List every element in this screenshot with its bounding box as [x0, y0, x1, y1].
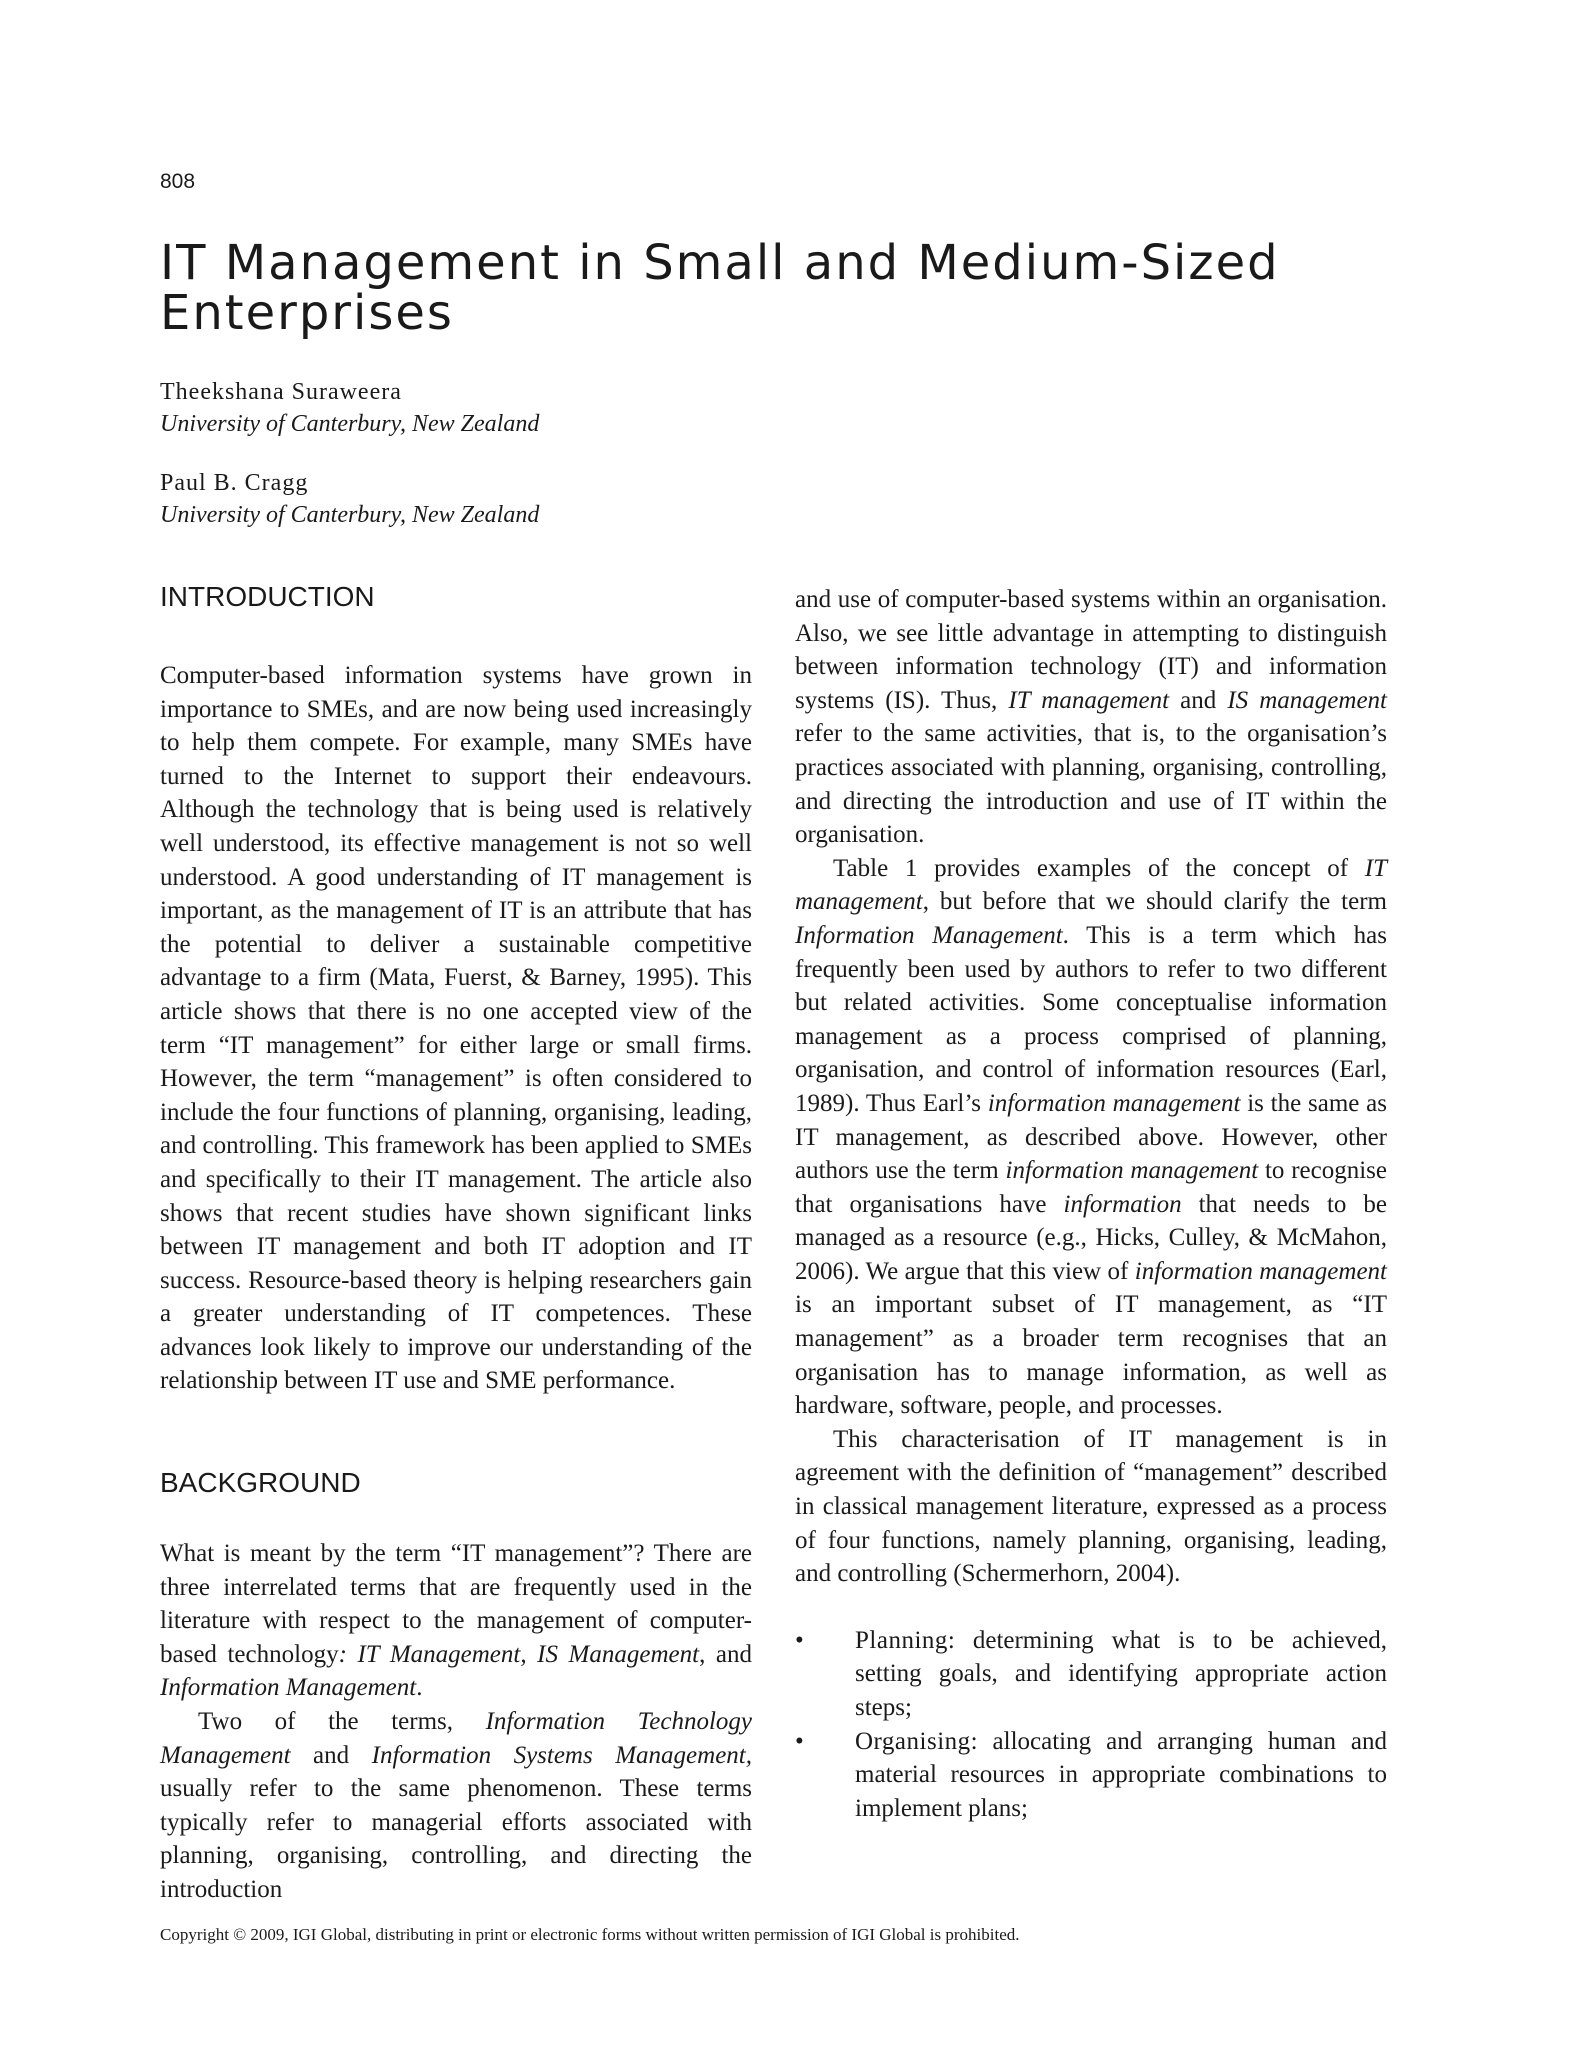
author-block: [160, 467, 539, 531]
introduction-paragraph: Computer-based information systems have grown in importance to SMEs, and are now being used increasingly to help them compete. For example, many SMEs have turned to the Internet to support their endeavours. Although the technology that is being used is relatively well understood, its effective management is not so well understood. A good understanding of IT management is important, as the management of IT is an attribute that has the potential to deliver a sustainable competitive advantage to a firm (Mata, Fuerst, & Barney, 1995). This article shows that there is no one accepted view of the term “IT management” for either large or small firms. However, the term “management” is often considered to include the four functions of planning, organising, leading, and controlling. This framework has been applied to SMEs and specifically to their IT management. The article also shows that recent studies have shown significant links between IT management and both IT adoption and IT success. Resource-based theory is helping researchers gain a greater understanding of IT competences. These advances look likely to improve our understanding of the relationship between IT use and SME performance.: [160, 662, 752, 1395]
introduction-heading: INTRODUCTION: [160, 581, 375, 612]
page-number: 808: [160, 170, 196, 193]
bullet-icon: •: [795, 1727, 804, 1755]
background-paragraph-1: What is meant by the term “IT management”? There are three interrelated terms that are frequently used in the literature with respect to the management of computer-based technology: IT Management, IS Management, and Information Management.: [160, 1540, 752, 1702]
body-paragraph-1: and use of computer-based systems within an organisation. Also, we see little advantage in attempting to distinguish between information technology (IT) and information systems (IS). Thus, IT management and IS management refer to the same activities, that is, to the organisation’s practices associated with planning, organising, controlling, and directing the introduction and use of IT within the organisation.: [795, 586, 1387, 849]
author-name: Theekshana Suraweera: [160, 379, 402, 405]
bullet-icon: •: [795, 1626, 804, 1654]
copyright-footer: Copyright © 2009, IGI Global, distributing in print or electronic forms without written permission of IGI Global is prohibited.: [160, 1925, 1020, 1944]
author-affiliation: University of Canterbury, New Zealand: [160, 502, 540, 528]
author-block: [160, 376, 539, 440]
author-name: Paul B. Cragg: [160, 470, 309, 496]
left-column: [160, 580, 752, 1907]
background-paragraph-2: Two of the terms, Information Technology Management and Information Systems Management, usually refer to the same phenomenon. These terms typically refer to managerial efforts associated with planning, organising, controlling, and directing the introduction: [160, 1708, 752, 1903]
body-paragraph-2: Table 1 provides examples of the concept of IT management, but before that we should clarify the term Information Management. This is a term which has frequently been used by authors to refer to two different but related activities. Some conceptualise information management as a process comprised of planning, organisation, and control of information resources (Earl, 1989). Thus Earl’s information management is the same as IT management, as described above. However, other authors use the term information management to recognise that organisations have information that needs to be managed as a resource (e.g., Hicks, Culley, & McMahon, 2006). We argue that this view of information management is an important subset of IT management, as “IT management” as a broader term recognises that an organisation has to manage information, as well as hardware, software, people, and processes.: [795, 854, 1388, 1420]
body-paragraph-3: This characterisation of IT management is in agreement with the definition of “management” described in classical management literature, expressed as a process of four functions, namely planning, organising, leading, and controlling (Schermerhorn, 2004).: [795, 1425, 1387, 1588]
list-item: • Organising: allocating and arranging human and material resources in appropriate combinations to implement plans;: [795, 1725, 1387, 1826]
author-affiliation: University of Canterbury, New Zealand: [160, 411, 540, 437]
background-heading: BACKGROUND: [160, 1467, 361, 1499]
article-title: IT Management in Small and Medium-Sized Enterprises: [160, 235, 1280, 341]
list-item: • Planning: determining what is to be achieved, setting goals, and identifying appropriate action steps;: [795, 1624, 1387, 1725]
management-functions-list: [795, 1624, 1387, 1826]
right-column: [795, 583, 1387, 1825]
